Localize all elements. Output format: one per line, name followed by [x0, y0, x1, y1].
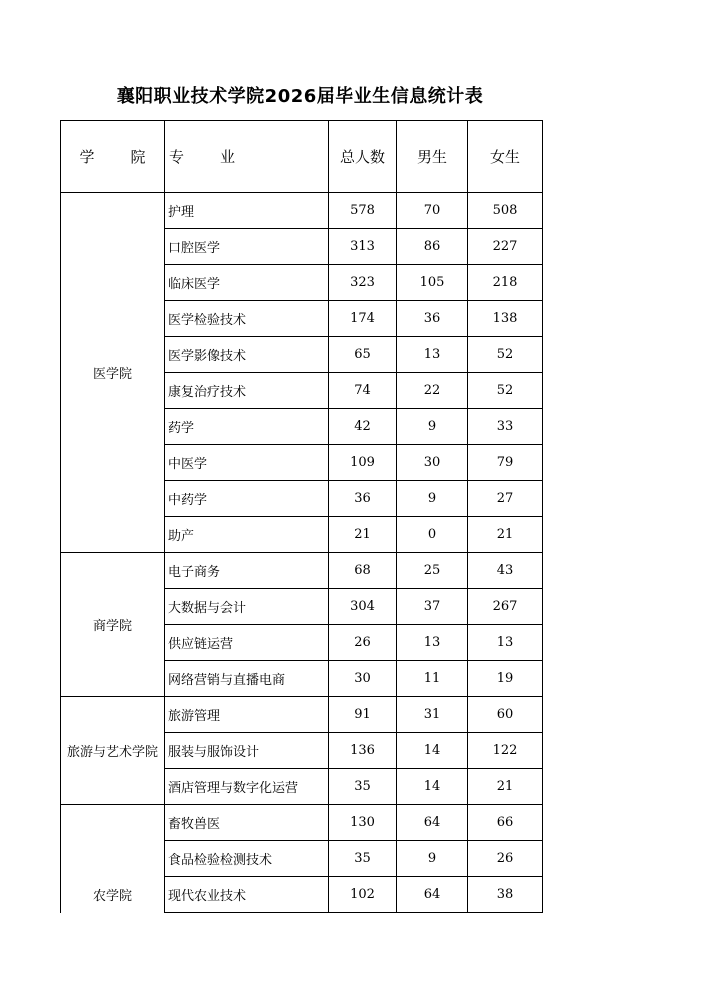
major-cell: 康复治疗技术	[165, 373, 329, 409]
female-cell: 79	[468, 445, 543, 481]
male-cell: 70	[397, 193, 468, 229]
header-major-char-2: 业	[220, 148, 236, 166]
male-cell: 9	[397, 409, 468, 445]
total-cell: 313	[329, 229, 397, 265]
college-cell: 医学院	[61, 193, 165, 553]
major-cell: 旅游管理	[165, 697, 329, 733]
total-cell: 68	[329, 553, 397, 589]
male-cell: 9	[397, 481, 468, 517]
page-title: 襄阳职业技术学院2026届毕业生信息统计表	[116, 86, 484, 107]
major-cell: 中药学	[165, 481, 329, 517]
female-cell: 218	[468, 265, 543, 301]
college-name: 农学院	[92, 888, 132, 904]
college-cell: 商学院	[61, 553, 165, 697]
table-row	[61, 805, 543, 841]
header-total: 总人数	[329, 121, 397, 193]
major-cell: 服装与服饰设计	[165, 733, 329, 769]
header-college-char-1: 学	[79, 148, 95, 166]
table-header-row	[61, 121, 543, 193]
male-cell: 22	[397, 373, 468, 409]
female-cell: 27	[468, 481, 543, 517]
male-cell: 14	[397, 769, 468, 805]
total-cell: 74	[329, 373, 397, 409]
male-cell: 9	[397, 841, 468, 877]
total-cell: 323	[329, 265, 397, 301]
major-cell: 现代农业技术	[165, 877, 329, 913]
female-cell: 122	[468, 733, 543, 769]
total-cell: 130	[329, 805, 397, 841]
female-cell: 52	[468, 337, 543, 373]
male-cell: 86	[397, 229, 468, 265]
major-cell: 大数据与会计	[165, 589, 329, 625]
header-major-char-1: 专	[169, 148, 185, 166]
male-cell: 13	[397, 625, 468, 661]
female-cell: 138	[468, 301, 543, 337]
total-cell: 304	[329, 589, 397, 625]
table-row	[61, 697, 543, 733]
female-cell: 60	[468, 697, 543, 733]
male-cell: 25	[397, 553, 468, 589]
total-cell: 30	[329, 661, 397, 697]
total-cell: 26	[329, 625, 397, 661]
header-college	[61, 121, 165, 193]
male-cell: 105	[397, 265, 468, 301]
major-cell: 口腔医学	[165, 229, 329, 265]
male-cell: 37	[397, 589, 468, 625]
major-cell: 食品检验检测技术	[165, 841, 329, 877]
major-cell: 临床医学	[165, 265, 329, 301]
major-cell: 酒店管理与数字化运营	[165, 769, 329, 805]
header-major	[165, 121, 329, 193]
college-cell: 旅游与艺术学院	[61, 697, 165, 805]
female-cell: 43	[468, 553, 543, 589]
graduate-statistics-table	[60, 120, 543, 913]
total-cell: 65	[329, 337, 397, 373]
total-cell: 42	[329, 409, 397, 445]
header-college-char-2: 院	[130, 148, 146, 166]
total-cell: 35	[329, 769, 397, 805]
header-female: 女生	[468, 121, 543, 193]
major-cell: 电子商务	[165, 553, 329, 589]
female-cell: 13	[468, 625, 543, 661]
total-cell: 21	[329, 517, 397, 553]
male-cell: 30	[397, 445, 468, 481]
female-cell: 33	[468, 409, 543, 445]
table-row	[61, 553, 543, 589]
college-cell	[61, 805, 165, 913]
female-cell: 66	[468, 805, 543, 841]
total-cell: 136	[329, 733, 397, 769]
total-cell: 102	[329, 877, 397, 913]
total-cell: 174	[329, 301, 397, 337]
male-cell: 64	[397, 877, 468, 913]
table-row	[61, 193, 543, 229]
total-cell: 578	[329, 193, 397, 229]
female-cell: 21	[468, 517, 543, 553]
female-cell: 19	[468, 661, 543, 697]
female-cell: 227	[468, 229, 543, 265]
male-cell: 11	[397, 661, 468, 697]
major-cell: 助产	[165, 517, 329, 553]
total-cell: 35	[329, 841, 397, 877]
female-cell: 38	[468, 877, 543, 913]
total-cell: 109	[329, 445, 397, 481]
female-cell: 21	[468, 769, 543, 805]
major-cell: 药学	[165, 409, 329, 445]
male-cell: 36	[397, 301, 468, 337]
female-cell: 52	[468, 373, 543, 409]
male-cell: 0	[397, 517, 468, 553]
major-cell: 医学影像技术	[165, 337, 329, 373]
major-cell: 畜牧兽医	[165, 805, 329, 841]
major-cell: 医学检验技术	[165, 301, 329, 337]
total-cell: 36	[329, 481, 397, 517]
header-male: 男生	[397, 121, 468, 193]
major-cell: 供应链运营	[165, 625, 329, 661]
male-cell: 13	[397, 337, 468, 373]
female-cell: 26	[468, 841, 543, 877]
major-cell: 中医学	[165, 445, 329, 481]
major-cell: 网络营销与直播电商	[165, 661, 329, 697]
male-cell: 14	[397, 733, 468, 769]
total-cell: 91	[329, 697, 397, 733]
male-cell: 31	[397, 697, 468, 733]
female-cell: 267	[468, 589, 543, 625]
female-cell: 508	[468, 193, 543, 229]
major-cell: 护理	[165, 193, 329, 229]
male-cell: 64	[397, 805, 468, 841]
